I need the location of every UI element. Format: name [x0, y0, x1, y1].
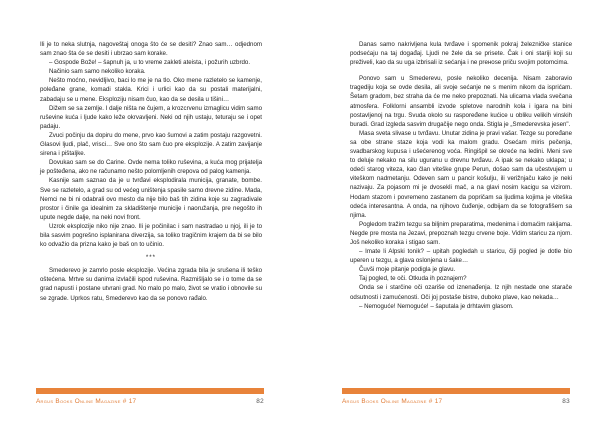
page-number: 82	[256, 398, 264, 405]
paragraph: – Nemoguće! Nemoguće! – šaputala je drhtavim glasom.	[359, 302, 514, 310]
paragraph: Nešto moćno, nevidljivo, baci lo me je na tlo. Oko mene razleteło se kamenje, polеđane grane, komadi stakla. Krici i urlici kao da su postali materijalni, zabadaju se u mene. Eksploziju nisam čuo, kao da se desila u tišini…	[40, 77, 262, 103]
paragraph: Ili je to neka slutnja, nagoveštaj onoga što će se desiti? Znao sam… odjednom sam znao šta će se desiti i ubrzao sam korake.	[40, 41, 262, 58]
paragraph: Onda se i starčine oči ozariše od iznenađenja. Iz njih nestade one starače odsutnosti i zamućenosti. Oči joj postaše bistre, duboko plave, kao nekada…	[350, 284, 572, 301]
left-page-text	[40, 40, 262, 303]
paragraph: Taj pogled, te oči. Otkuda ih poznajem?	[359, 275, 467, 283]
paragraph: Načinio sam samo nekoliko koraka.	[49, 68, 146, 76]
page-footer	[36, 398, 264, 405]
page-number: 83	[562, 398, 570, 405]
paragraph: Pogledom tražim tezgu sa biljnim preparatima, medenima i domaćim rakijama. Negde pre mosta na Jezavi, prepoznah tezgu crvene boje. Vidim staricu za njom. Još nekoliko koraka i stigao sam.	[350, 220, 572, 246]
page-footer	[342, 398, 570, 405]
footer-rule	[36, 388, 264, 394]
paragraph: Uzrok eksplozije niko nije znao. Ili je počinilac i sam nastradao u njoj, ili je to bila sasvim pogrešno isplanirana diverzija, sa toliko tragičnim krajem da bi se bilo ko odvažio da prizna kako je baš on to učinio.	[40, 222, 262, 249]
paragraph: Masa sveta slivase u tvrđavu. Unutar zidina je pravi vašar. Tezge su poređane sa obe strane staze koja vodi ka malom gradu. Osećam miris pečenja, svadbarskog kupusa i ušećerenog voća. Ringišpil se okreće na ledini. Meni sve to deluje nekako na silu uguranu u drevnu tvrđavu. A ipak se nekako uklapa; u odeći starog viteza, kao član viteške grupe Perun, došao sam da učestvujem u viteškom nadmetanju. Odeven sam u pancir košulju, ili verižnjaču kako je neki nazivaju. Za pojasom mi je dvosekli mač, a na glavi nosim kacigu sa vizirom. Hodam stazom i povremeno zastanem da popričam sa ljudima kojima je viteška odeća interesantna. A onda, na njihovo čuđenje, odbijam da se fotografišem sa njima.	[350, 129, 572, 219]
paragraph: Kasnije sam saznao da je u tvrđavi eksplodirala municija, granate, bombe. Sve se razletelo, a grad su od većeg uništenja spasile samo drevne zidine. Mada, Nemci ne bi ni odabrali ovo mesto da nije bilo baš tih zidina koje su zagradivale prostor i činile ga idealnim za skladištenje municije i naoružanja, pre negošto ih upute negde dalje, na neki novi front.	[40, 177, 262, 221]
section-separator: ***	[145, 254, 157, 262]
footer-rule	[342, 388, 570, 394]
paragraph: Zvuci počinju da dopiru do mene, prvo kao šumovi a zatim postaju razgovetni. Glasovi ljudi, plač, vrisci… Sve ono što sam čuo pre eksplozije. A zatim zavijanje sirena i pištaljke.	[40, 131, 262, 158]
footer-title: Argus Books Online Magazine # 17	[342, 398, 443, 405]
right-page	[300, 0, 600, 424]
paragraph: Čuvši moje pitanje podigla je glavu.	[359, 266, 456, 274]
footer-title: Argus Books Online Magazine # 17	[36, 398, 137, 405]
paragraph: – Imate li Alpski tonik? – upitah pogledah u staricu, čiji pogled je dotle bio uperen u tezgu, a glava oslonjena u šake…	[350, 248, 572, 265]
paragraph: Ponovo sam u Smederevu, posle nekoliko decenija. Nisam zaboravio tragediju koja se ovde desila, ali svoje sećanje ne s menim nikom da isprićam. Šetam gradom, bez straha da će me neko prepoznati. Na ulicama vlada svečana atmosfera. Folklorni ansambli izvode spletove narodnih kola i igara na bini postavljenoj na trgu. Svuda okolo su raspoređene kućice u obliku velikih vinskih buradi. Grad izgleda sasvim drugačije nego onda. Stigla je „Smederevska jesen".	[350, 75, 572, 128]
paragraph: – Gospode Bože! – šapnuh ja, u to vreme zakleti ateista, i požurih uzbrdo.	[49, 59, 251, 67]
paragraph: Danas samo nakrivljena kula tvrđave i spomenik pokraj železničke stanice podsećaju na taj događaj. Ljudi ne žele da se prisete. Čak i oni stariji koji su preživeli, kao da su uga izbrisali iz sećanja i ne preнose priču svojim potomcima.	[350, 41, 572, 67]
paragraph: Dižem se sa zemlje. I dalje ništa ne čujem, a krozcrvenu izmaglicu vidim samo ruševine kuća i ljude kako leže okrvavljeni. Neki od njih ustaju, teturaju se i opet padaju.	[40, 104, 262, 130]
paragraph: Dovukao sam se do Carine. Ovde nema toliko ruševina, a kuća mog prijatelja je poštеđena, ako ne računamo nešto polomljenih crepova od palog kamenja.	[40, 159, 262, 176]
paragraph: Smederevo je zamrlo posle eksplozije. Većina zgrada bila je srušena ili teško oštećena. Mrtve su danima izvlačili ispod ruševina. Razmišljalo se i o tome da se grad napusti i postane utvrani grad. No malo po malo, život se vratio i obnovile su se zgrade. Uprkos ratu, Smederevo kao da se ponovo rađalo.	[40, 267, 262, 302]
right-page-text	[350, 40, 572, 311]
